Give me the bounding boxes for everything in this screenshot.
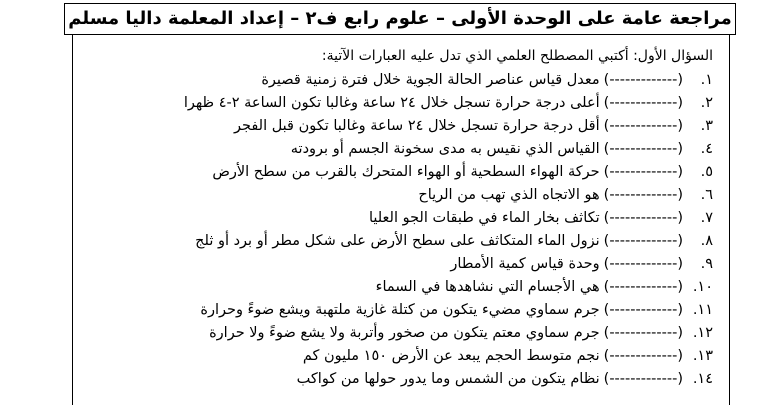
item-number: ١١. [692, 302, 713, 318]
answer-blank: (-------------) [603, 95, 683, 111]
item-statement: نزول الماء المتكاثف على سطح الأرض على شكل مطر أو برد أو ثلج [195, 233, 600, 249]
item-number: ١٤. [692, 371, 713, 387]
item-number: ١. [700, 72, 713, 88]
item-statement: جرم سماوي مضيء يتكون من كتلة غازية ملتهبة ويشع ضوءً وحرارة [200, 302, 600, 318]
item-number: ٥. [700, 164, 713, 180]
item-statement: حركة الهواء السطحية أو الهواء المتحرك بالقرب من سطح الأرض [212, 164, 600, 180]
item-statement: جرم سماوي معتم يتكون من صخور وأتربة ولا يشع ضوءً ولا حرارة [209, 325, 600, 341]
list-item [81, 115, 713, 138]
terms-list [81, 69, 713, 391]
answer-blank: (-------------) [603, 371, 683, 387]
answer-blank: (-------------) [603, 187, 683, 203]
list-item [81, 69, 713, 92]
list-item [81, 276, 713, 299]
item-statement: وحدة قياس كمية الأمطار [450, 256, 600, 272]
worksheet-content [72, 35, 730, 405]
answer-blank: (-------------) [603, 141, 683, 157]
list-item [81, 299, 713, 322]
answer-blank: (-------------) [603, 118, 683, 134]
list-item [81, 184, 713, 207]
answer-blank: (-------------) [603, 279, 683, 295]
list-item [81, 138, 713, 161]
answer-blank: (-------------) [603, 325, 683, 341]
item-number: ٨. [700, 233, 713, 249]
item-statement: القياس الذي نقيس به مدى سخونة الجسم أو برودته [290, 141, 600, 157]
item-number: ٩. [700, 256, 713, 272]
list-item [81, 230, 713, 253]
answer-blank: (-------------) [603, 233, 683, 249]
answer-blank: (-------------) [603, 210, 683, 226]
item-statement: نجم متوسط الحجم يبعد عن الأرض ١٥٠ مليون كم [302, 348, 600, 364]
answer-blank: (-------------) [603, 302, 683, 318]
item-statement: أقل درجة حرارة تسجل خلال ٢٤ ساعة وغالبا تكون قبل الفجر [233, 118, 600, 134]
list-item [81, 92, 713, 115]
item-statement: معدل قياس عناصر الحالة الجوية خلال فترة زمنية قصيرة [261, 72, 600, 88]
list-item [81, 253, 713, 276]
item-statement: أعلى درجة حرارة تسجل خلال ٢٤ ساعة وغالبا تكون الساعة ٢-٤ ظهرا [183, 95, 600, 111]
item-number: ١٢. [692, 325, 713, 341]
list-item [81, 345, 713, 368]
item-number: ١٣. [692, 348, 713, 364]
list-item [81, 161, 713, 184]
answer-blank: (-------------) [603, 72, 683, 88]
item-number: ١٠. [692, 279, 713, 295]
answer-blank: (-------------) [603, 164, 683, 180]
item-number: ٣. [700, 118, 713, 134]
list-item [81, 207, 713, 230]
item-number: ٤. [700, 141, 713, 157]
item-statement: تكاثف بخار الماء في طبقات الجو العليا [368, 210, 600, 226]
list-item [81, 368, 713, 391]
list-item [81, 322, 713, 345]
item-number: ٢. [700, 95, 713, 111]
answer-blank: (-------------) [603, 256, 683, 272]
answer-blank: (-------------) [603, 348, 683, 364]
item-number: ٦. [700, 187, 713, 203]
item-statement: نظام يتكون من الشمس وما يدور حولها من كواكب [296, 371, 600, 387]
question-heading: السؤال الأول: أكتبي المصطلح العلمي الذي تدل عليه العبارات الآتية: [321, 48, 713, 64]
page-title: مراجعة عامة على الوحدة الأولى – علوم رابع ف٢ – إعداد المعلمة داليا مسلم [64, 3, 736, 35]
item-number: ٧. [700, 210, 713, 226]
item-statement: هي الأجسام التي نشاهدها في السماء [375, 279, 600, 295]
item-statement: هو الاتجاه الذي تهب من الرياح [418, 187, 600, 203]
